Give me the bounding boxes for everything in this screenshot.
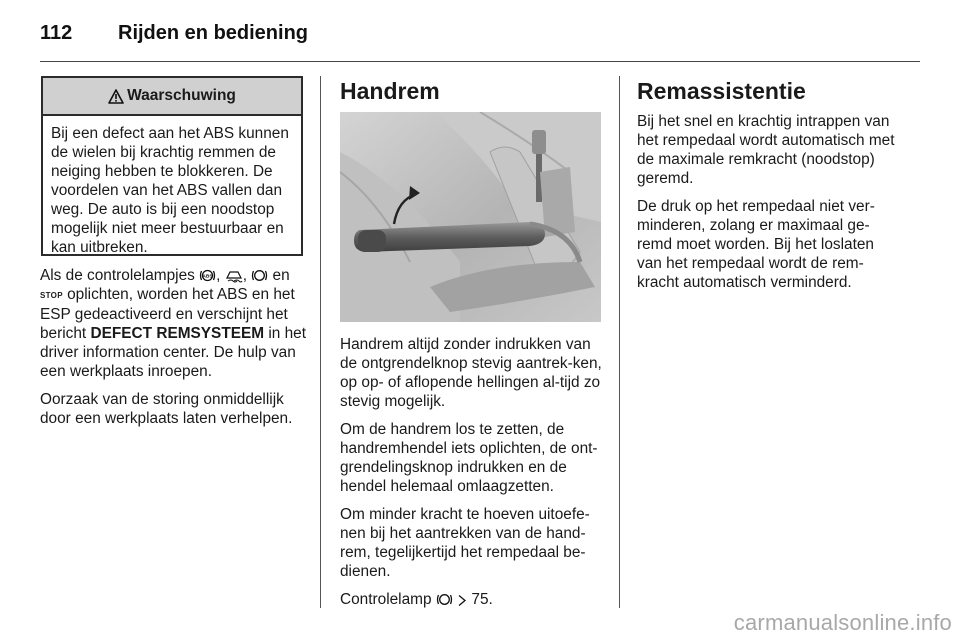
handrem-text bbox=[340, 335, 604, 618]
handrem-paragraph-2: Om de handrem los te zetten, de handremhendel iets oplichten, de ont-grendelingsknop indrukken en de hendel helemaal omlaagzetten. bbox=[340, 421, 598, 495]
page-number: 112 bbox=[40, 22, 73, 44]
svg-text:ABS: ABS bbox=[202, 274, 213, 280]
column-1 bbox=[40, 266, 308, 437]
handrem-paragraph-1: Handrem altijd zonder indrukken van de ontgrendelknop stevig aantrek-ken, op op- of aflopende hellingen al-tijd zo stevig mogelijk. bbox=[340, 336, 602, 410]
warning-header bbox=[43, 78, 301, 116]
watermark: carmanualsonline.info bbox=[733, 610, 952, 635]
page-header bbox=[40, 14, 920, 54]
remassistentie-paragraph-1: Bij het snel en krachtig intrappen van het rempedaal wordt automatisch met de maximale remkracht (noodstop) geremd. bbox=[637, 113, 895, 187]
esp-skid-icon bbox=[225, 268, 243, 283]
abs-warning-icon bbox=[199, 268, 216, 283]
column-divider-1 bbox=[320, 76, 321, 608]
handrem-paragraph-3: Om minder kracht te hoeven uitoefe-nen bij het aantrekken van de hand-rem, tegelijkertijd het rempedaal be-dienen. bbox=[340, 506, 590, 580]
column-2 bbox=[340, 78, 604, 608]
section-heading-remassistentie: Remassistentie bbox=[637, 78, 806, 104]
column-divider-2 bbox=[619, 76, 620, 608]
warning-triangle-icon bbox=[108, 89, 124, 104]
page-title: Rijden en bediening bbox=[118, 22, 309, 44]
reference-arrow-icon bbox=[457, 594, 467, 607]
brake-warning-icon bbox=[251, 268, 268, 283]
abs-warning-paragraph: Als de controlelampjes ABS , , en STOP oplichten, worden het ABS en het ESP gedeactiveerd en verschijnt het bericht DEFECT REMSYSTEEM in het driver information center. De hulp van een werkplaats inroepen. bbox=[40, 267, 307, 380]
stop-icon: STOP bbox=[40, 291, 63, 300]
header-rule bbox=[40, 61, 920, 62]
section-heading-handrem: Handrem bbox=[340, 78, 440, 104]
remassistentie-paragraph-2: De druk op het rempedaal niet ver-minderen, zolang er maximaal ge-remd moet worden. Bij het loslaten van het rempedaal wordt de rem-kracht automatisch verminderd. bbox=[637, 198, 875, 291]
warning-box bbox=[41, 76, 303, 256]
warning-title: Waarschuwing bbox=[127, 87, 236, 104]
warning-text: Bij een defect aan het ABS kunnen de wielen bij krachtig remmen de neiging hebben te blokkeren. De voordelen van het ABS vallen dan weg. De auto is bij een noodstop mogelijk niet meer bestuurbaar en kan uitbreken. bbox=[51, 125, 289, 256]
handbrake-illustration bbox=[340, 112, 601, 322]
message-text: DEFECT REMSYSTEEM bbox=[90, 325, 265, 342]
repair-paragraph: Oorzaak van de storing onmiddellijk door een werkplaats laten verhelpen. bbox=[40, 391, 293, 427]
column-3 bbox=[637, 78, 903, 301]
brake-warning-icon bbox=[436, 592, 453, 607]
handrem-paragraph-4: Controlelamp 75. bbox=[340, 591, 493, 608]
